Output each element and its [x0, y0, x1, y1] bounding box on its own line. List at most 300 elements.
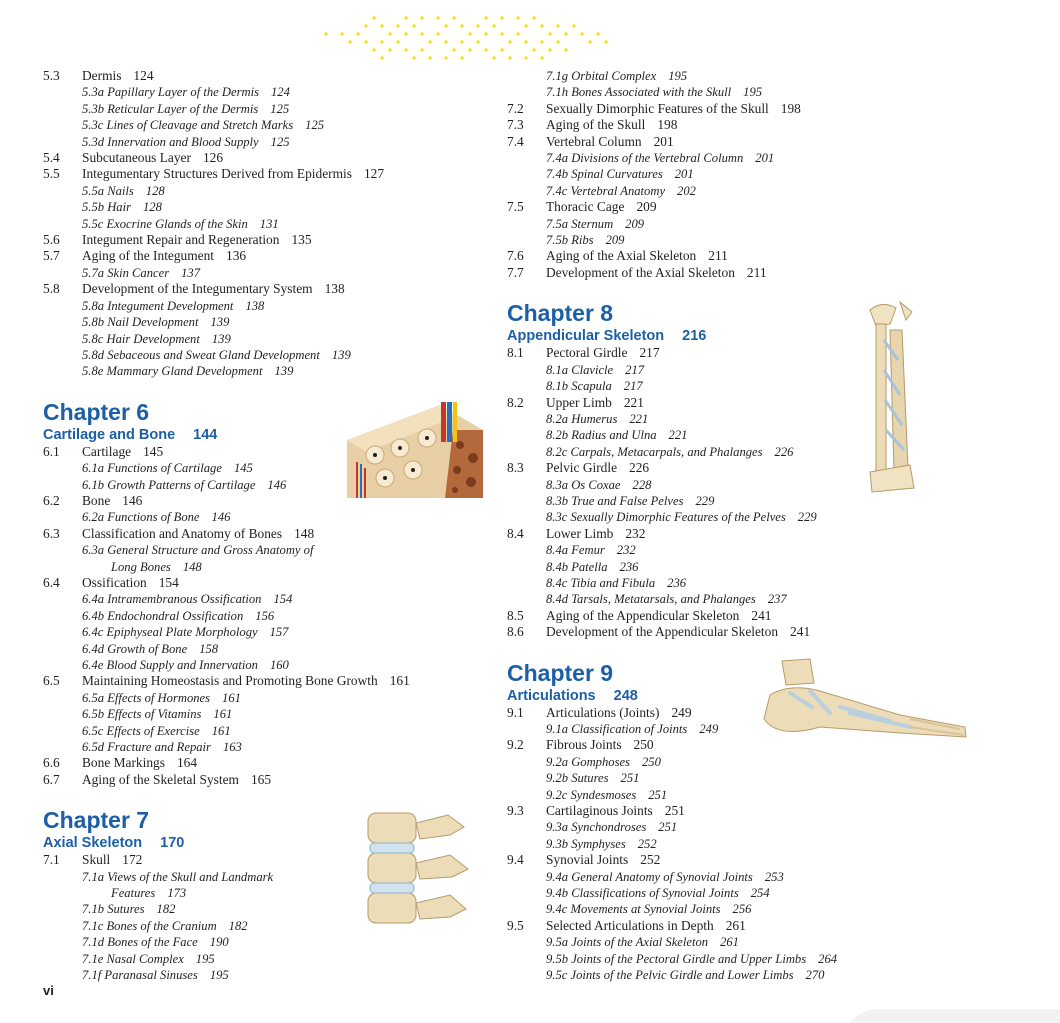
decorative-dot	[388, 32, 392, 36]
page-number: 125	[305, 118, 325, 133]
section-number: 6.5	[43, 673, 60, 689]
page-number: 164	[176, 755, 198, 771]
toc-subsection	[507, 967, 1007, 983]
page-number: 198	[780, 100, 801, 116]
subsection-title: 9.2a Gomphoses	[546, 754, 630, 769]
decorative-dot	[444, 24, 448, 28]
page-number: 131	[259, 216, 279, 231]
subsection-title: 9.5c Joints of the Pelvic Girdle and Lower Limbs	[546, 968, 794, 983]
section-number: 6.7	[43, 771, 60, 787]
toc-subsection	[507, 754, 1007, 770]
toc-section	[43, 232, 498, 248]
toc-section	[507, 134, 1007, 150]
toc-subsection	[507, 509, 1007, 525]
decorative-dot	[364, 24, 368, 28]
decorative-dot	[516, 32, 520, 36]
subsection-title: 8.1b Scapula	[546, 379, 612, 394]
section-number: 8.2	[507, 394, 524, 410]
section-number: 8.5	[507, 607, 524, 623]
section-title: Aging of the Appendicular Skeleton	[546, 607, 740, 623]
decorative-dot	[500, 16, 504, 20]
chapter-subtitle-text: Axial Skeleton	[43, 835, 143, 852]
decorative-dot	[460, 56, 464, 60]
page-number: 161	[211, 723, 231, 738]
toc-subsection	[43, 951, 498, 967]
page-number: 209	[605, 233, 625, 248]
page-number: 252	[637, 836, 657, 851]
section-number: 7.7	[507, 264, 524, 280]
decorative-dot	[596, 32, 600, 36]
section-number: 6.1	[43, 443, 60, 459]
toc-subsection	[43, 314, 498, 330]
toc-section	[507, 199, 1007, 215]
section-number: 5.3	[43, 68, 60, 83]
page-number: 161	[222, 690, 241, 705]
toc-subsection	[507, 559, 1007, 575]
decorative-dot	[380, 40, 384, 44]
section-number: 7.3	[507, 117, 524, 133]
toc-section	[507, 624, 1007, 640]
decorative-dot	[412, 56, 416, 60]
toc-section	[43, 150, 498, 166]
toc-subsection	[43, 723, 498, 739]
section-number: 8.4	[507, 525, 524, 541]
subsection-title: 7.1f Paranasal Sinuses	[82, 968, 198, 983]
toc-section	[43, 526, 498, 542]
toc-section	[43, 68, 498, 84]
page-number: 158	[199, 641, 219, 656]
toc-right-column	[507, 68, 1007, 984]
chapter-subtitle-text: Articulations	[507, 687, 596, 704]
decorative-dot	[348, 40, 352, 44]
toc-subsection	[43, 183, 498, 199]
decorative-dot	[404, 32, 408, 36]
decorative-dot	[532, 48, 536, 52]
decorative-dot	[452, 48, 456, 52]
page-number: 160	[269, 658, 289, 672]
chapter-heading-chapter-7: Chapter 7	[43, 807, 150, 834]
section-title: Dermis	[82, 68, 122, 83]
page-number: 261	[720, 935, 739, 950]
toc-subsection	[43, 509, 498, 525]
page-number: 229	[695, 493, 715, 508]
toc-subsection	[507, 427, 1007, 443]
page-number: 229	[797, 510, 817, 525]
subsection-title: 7.1d Bones of the Face	[82, 935, 198, 950]
page-number: 148	[294, 525, 315, 541]
page-number: 124	[133, 68, 154, 83]
toc-subsection	[43, 690, 498, 706]
subsection-title: 5.8b Nail Development	[82, 315, 199, 330]
toc-subsection	[43, 216, 498, 232]
section-number: 6.3	[43, 525, 60, 541]
toc-section	[507, 345, 1007, 361]
decorative-dot	[364, 40, 368, 44]
subsection-title: 6.1b Growth Patterns of Cartilage	[82, 477, 256, 492]
toc-subsection	[43, 608, 498, 624]
section-title: Fibrous Joints	[546, 737, 622, 753]
section-number: 7.5	[507, 199, 524, 215]
decorative-dot	[420, 32, 424, 36]
page-number: 201	[674, 167, 694, 182]
chapter-heading-chapter-6: Chapter 6	[43, 398, 150, 425]
page-number: 128	[142, 200, 162, 215]
decorative-dot	[540, 24, 544, 28]
toc-section	[43, 575, 498, 591]
subsection-title: 7.1b Sutures	[82, 902, 145, 917]
toc-section	[43, 772, 498, 788]
page-number: 209	[636, 199, 657, 215]
subsection-title: 9.4c Movements at Synovial Joints	[546, 902, 721, 917]
page-number: 157	[269, 625, 289, 640]
section-title: Synovial Joints	[546, 852, 629, 868]
decorative-dot	[548, 32, 552, 36]
page-number: 221	[668, 428, 688, 443]
page-number: 226	[774, 444, 794, 459]
chapter-subtitle	[507, 327, 1007, 345]
toc-subsection	[507, 885, 1007, 901]
section-title: Vertebral Column	[546, 133, 642, 149]
page-number: 250	[641, 754, 661, 769]
section-number: 7.1	[43, 852, 60, 868]
page-number: 202	[677, 183, 696, 198]
subsection-title: 9.3a Synchondroses	[546, 820, 647, 835]
toc-subsection	[507, 575, 1007, 591]
subsection-title: 6.4b Endochondral Ossification	[82, 608, 244, 623]
page-number: 165	[250, 771, 272, 787]
page-number: 146	[267, 477, 287, 492]
decorative-dot	[420, 16, 424, 20]
subsection-title: 5.3d Innervation and Blood Supply	[82, 134, 259, 149]
section-title: Cartilaginous Joints	[546, 803, 653, 819]
page-number: 251	[620, 771, 640, 786]
toc-section	[43, 281, 498, 297]
section-title: Development of the Integumentary System	[82, 281, 313, 297]
page-number: 127	[363, 166, 385, 182]
chapter-heading-chapter-8: Chapter 8	[507, 300, 614, 327]
decorative-dot	[564, 32, 568, 36]
decorative-dot	[444, 56, 448, 60]
page-number: 161	[213, 707, 233, 722]
decorative-dot	[500, 32, 504, 36]
decorative-dot	[588, 40, 592, 44]
toc-subsection	[507, 934, 1007, 950]
section-title: Pectoral Girdle	[546, 345, 628, 361]
decorative-dot	[372, 48, 376, 52]
section-number: 9.3	[507, 803, 524, 819]
subsection-title: 6.4c Epiphyseal Plate Morphology	[82, 625, 258, 640]
toc-subsection	[43, 641, 498, 657]
decorative-dot	[532, 16, 536, 20]
decorative-dot	[476, 24, 480, 28]
section-number: 7.2	[507, 100, 524, 116]
corner-watermark	[810, 1003, 1060, 1023]
toc-subsection	[507, 770, 1007, 786]
toc-subsection	[43, 134, 498, 150]
decorative-dot	[508, 40, 512, 44]
section-title: Articulations (Joints)	[546, 704, 660, 720]
decorative-dot	[372, 16, 376, 20]
section-number: 6.2	[43, 492, 60, 508]
page-number: 256	[732, 902, 752, 917]
page-number: 172	[122, 852, 143, 868]
decorative-dot	[524, 40, 528, 44]
section-title: Maintaining Homeostasis and Promoting Bone Growth	[82, 673, 378, 689]
page-number: 137	[181, 265, 200, 280]
section-number: 5.4	[43, 150, 60, 166]
section-title: Thoracic Cage	[546, 199, 625, 215]
toc-subsection	[43, 934, 498, 950]
subsection-title: 9.2c Syndesmoses	[546, 787, 637, 802]
page-number: 217	[623, 379, 643, 394]
subsection-title: 6.4d Growth of Bone	[82, 641, 188, 656]
page-number: 201	[755, 151, 775, 166]
decorative-dot	[572, 24, 576, 28]
toc-subsection	[507, 787, 1007, 803]
decorative-dot	[340, 32, 344, 36]
decorative-dot	[484, 32, 488, 36]
subsection-title: 6.5c Effects of Exercise	[82, 723, 200, 738]
section-title: Aging of the Integument	[82, 248, 215, 264]
toc-subsection	[43, 117, 498, 133]
section-title: Ossification	[82, 574, 147, 590]
decorative-dot	[444, 40, 448, 44]
section-title: Sexually Dimorphic Features of the Skull	[546, 100, 769, 116]
subsection-title: 8.2a Humerus	[546, 411, 618, 426]
decorative-dot	[460, 40, 464, 44]
section-number: 9.4	[507, 852, 524, 868]
toc-subsection	[507, 836, 1007, 852]
section-number: 5.5	[43, 166, 60, 182]
foot-bones-illustration	[760, 655, 972, 745]
subsection-title: Long Bones	[111, 559, 171, 574]
page-number: 236	[619, 559, 639, 574]
page-number: 190	[209, 935, 229, 950]
page-number: 173	[167, 886, 187, 901]
toc-section	[43, 673, 498, 689]
section-number: 9.2	[507, 737, 524, 753]
subsection-title: 5.5b Hair	[82, 200, 131, 215]
page-number: 163	[222, 740, 242, 755]
page-number: 221	[623, 394, 644, 410]
page-number: 251	[648, 787, 668, 802]
toc-section	[507, 395, 1007, 411]
page-number: 128	[145, 183, 165, 198]
toc-subsection	[507, 493, 1007, 509]
section-number: 9.5	[507, 917, 524, 933]
page-number: 125	[270, 101, 290, 116]
subsection-title: 8.3b True and False Pelves	[546, 493, 684, 508]
subsection-title: 8.4d Tarsals, Metatarsals, and Phalanges	[546, 592, 756, 607]
decorative-dot-pattern	[320, 12, 610, 64]
toc-section	[507, 852, 1007, 868]
toc-subsection	[507, 183, 1007, 199]
toc-subsection	[43, 739, 498, 755]
page-number: 126	[202, 150, 224, 166]
section-title: Development of the Appendicular Skeleton	[546, 624, 779, 640]
decorative-dot	[380, 24, 384, 28]
subsection-title: 7.5a Sternum	[546, 216, 614, 231]
page-number: 124	[271, 85, 290, 100]
page-number: 211	[746, 264, 767, 280]
subsection-title: 9.5a Joints of the Axial Skeleton	[546, 935, 709, 950]
section-number: 7.4	[507, 133, 524, 149]
decorative-dot	[524, 24, 528, 28]
page-number: 195	[668, 69, 688, 83]
page-number: 146	[211, 510, 231, 525]
page-number: 139	[331, 347, 351, 362]
decorative-dot	[404, 16, 408, 20]
page-number: 253	[764, 869, 784, 884]
subsection-title: 6.4a Intramembranous Ossification	[82, 592, 262, 607]
toc-subsection	[507, 378, 1007, 394]
subsection-title: 5.7a Skin Cancer	[82, 265, 170, 280]
subsection-title: 8.1a Clavicle	[546, 362, 614, 377]
toc-subsection	[507, 166, 1007, 182]
section-title: Aging of the Skeletal System	[82, 771, 239, 787]
subsection-title: 7.5b Ribs	[546, 233, 594, 248]
page-number: 182	[156, 902, 176, 917]
toc-section	[507, 803, 1007, 819]
subsection-title: 6.2a Functions of Bone	[82, 510, 200, 525]
toc-section	[507, 117, 1007, 133]
toc-subsection	[507, 411, 1007, 427]
subsection-title: 9.4b Classifications of Synovial Joints	[546, 886, 739, 901]
page-number: 248	[613, 687, 638, 704]
radius-ulna-illustration	[862, 300, 922, 495]
page-number: 251	[664, 803, 685, 819]
section-number: 8.3	[507, 460, 524, 476]
page-number: 139	[274, 364, 294, 379]
page-number: 254	[750, 886, 770, 901]
page-number: 198	[657, 117, 678, 133]
section-number: 8.6	[507, 624, 524, 640]
section-number: 5.8	[43, 281, 60, 297]
decorative-dot	[388, 48, 392, 52]
toc-section	[507, 265, 1007, 281]
section-title: Development of the Axial Skeleton	[546, 264, 735, 280]
decorative-dot	[396, 40, 400, 44]
page-number: 251	[658, 820, 678, 835]
chapter-heading-chapter-9: Chapter 9	[507, 659, 614, 686]
page-number: 195	[743, 85, 763, 100]
section-number: 7.6	[507, 248, 524, 264]
section-title: Skull	[82, 852, 111, 868]
page-number: 145	[233, 461, 253, 476]
page-number: 146	[122, 492, 143, 508]
chapter-subtitle-text: Appendicular Skeleton	[507, 328, 665, 345]
section-title: Integumentary Structures Derived from Epidermis	[82, 166, 352, 182]
toc-section	[507, 101, 1007, 117]
page-number: 195	[209, 968, 229, 983]
decorative-dot	[428, 56, 432, 60]
toc-subsection	[43, 101, 498, 117]
page-number: 138	[324, 281, 345, 297]
subsection-title: Features	[111, 886, 156, 901]
decorative-dot	[564, 48, 568, 52]
decorative-dot	[324, 32, 328, 36]
toc-subsection	[507, 216, 1007, 232]
decorative-dot	[412, 24, 416, 28]
subsection-title: 7.1g Orbital Complex	[546, 69, 657, 83]
page-number: 148	[182, 559, 202, 574]
toc-subsection	[43, 657, 498, 673]
page-number: 228	[632, 477, 652, 492]
page-number: 232	[625, 525, 646, 541]
toc-subsection	[507, 869, 1007, 885]
section-title: Bone	[82, 492, 111, 508]
page-number: 261	[725, 917, 746, 933]
decorative-dot	[404, 48, 408, 52]
subsection-title: 8.4a Femur	[546, 543, 605, 558]
section-title: Aging of the Skull	[546, 117, 646, 133]
subsection-title: 7.1a Views of the Skull and Landmark	[82, 869, 274, 884]
subsection-title: 9.4a General Anatomy of Synovial Joints	[546, 869, 753, 884]
page-number: 232	[616, 543, 636, 558]
subsection-title: 7.4b Spinal Curvatures	[546, 167, 663, 182]
decorative-dot	[356, 32, 360, 36]
page-number: 170	[160, 835, 185, 852]
page-number: 264	[818, 951, 838, 966]
subsection-title: 7.1e Nasal Complex	[82, 951, 184, 966]
section-title: Bone Markings	[82, 755, 165, 771]
decorative-dot	[436, 32, 440, 36]
toc-subsection	[507, 84, 1007, 100]
page-number: 144	[193, 426, 218, 443]
decorative-dot	[460, 24, 464, 28]
page-number: 201	[653, 133, 674, 149]
toc-section	[507, 608, 1007, 624]
toc-subsection	[43, 559, 498, 575]
subsection-title: 9.2b Sutures	[546, 771, 609, 786]
page-number: 217	[625, 362, 645, 377]
decorative-dot	[484, 48, 488, 52]
chapter-subtitle-text: Cartilage and Bone	[43, 426, 176, 443]
toc-subsection	[43, 298, 498, 314]
page-number: 216	[682, 328, 707, 345]
subsection-title: 7.4c Vertebral Anatomy	[546, 183, 666, 198]
decorative-dot	[580, 32, 584, 36]
decorative-dot	[452, 16, 456, 20]
subsection-title: 6.5d Fracture and Repair	[82, 740, 211, 755]
toc-subsection	[507, 542, 1007, 558]
toc-subsection	[43, 265, 498, 281]
subsection-title: 5.8e Mammary Gland Development	[82, 364, 263, 379]
subsection-title: 8.4b Patella	[546, 559, 608, 574]
page-number: 125	[270, 134, 290, 149]
toc-section	[507, 918, 1007, 934]
subsection-title: 6.3a General Structure and Gross Anatomy of	[82, 543, 314, 558]
section-title: Classification and Anatomy of Bones	[82, 525, 283, 541]
page-number: 195	[195, 951, 215, 966]
page-number: 249	[699, 722, 719, 736]
decorative-dot	[492, 56, 496, 60]
page-number: 135	[291, 232, 312, 248]
subsection-title: 5.3c Lines of Cleavage and Stretch Marks	[82, 118, 294, 133]
page-number: 211	[708, 248, 728, 264]
decorative-dot	[548, 48, 552, 52]
page-number: 138	[245, 298, 265, 313]
page-number: 226	[629, 460, 650, 476]
decorative-dot	[500, 48, 504, 52]
toc-subsection	[43, 967, 498, 983]
toc-subsection	[507, 951, 1007, 967]
section-title: Cartilage	[82, 443, 132, 459]
subsection-title: 5.8c Hair Development	[82, 331, 200, 346]
toc-subsection	[507, 444, 1007, 460]
toc-subsection	[507, 362, 1007, 378]
section-title: Selected Articulations in Depth	[546, 917, 714, 933]
